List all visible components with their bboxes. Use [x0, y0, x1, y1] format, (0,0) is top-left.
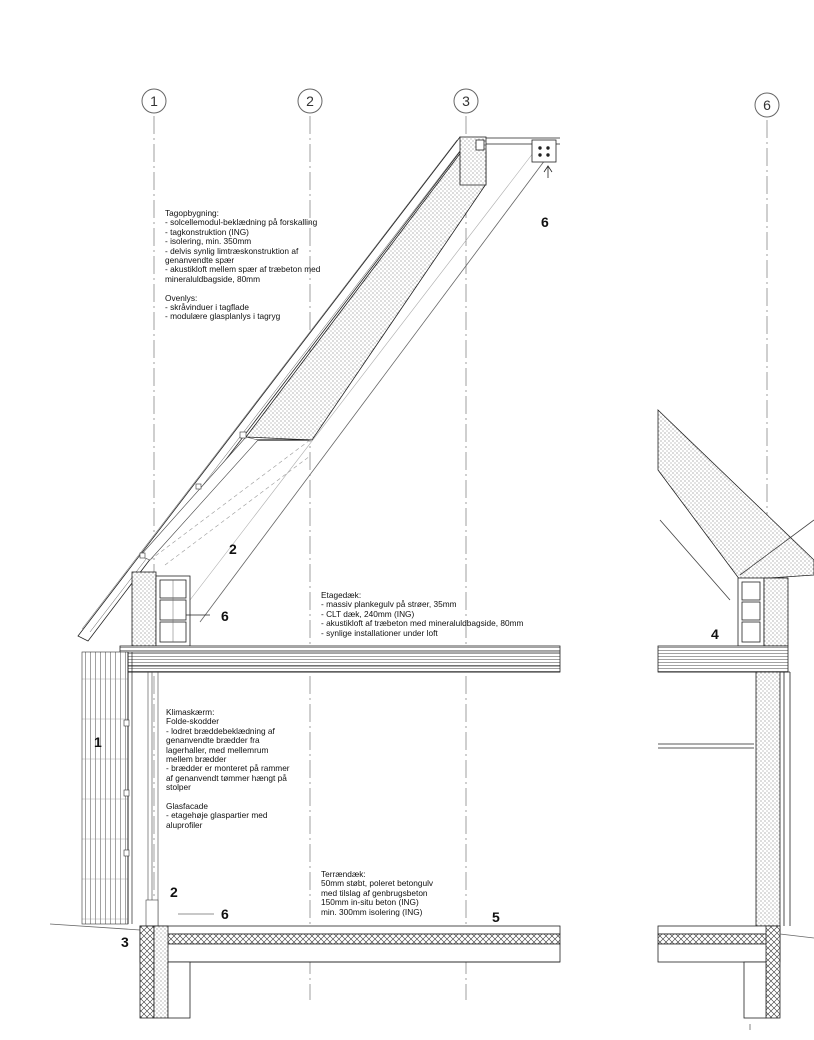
annotation-line: - solcellemodul-beklædning på forskalling	[165, 217, 318, 228]
marker-6-ground: 6	[221, 906, 229, 922]
floor-deck	[120, 646, 560, 672]
ridge-detail	[460, 137, 560, 185]
annotation-ground-heading: Terrændæk:	[321, 869, 366, 879]
annotation-skylight-heading: Ovenlys:	[165, 292, 198, 303]
annotation-line: - etagehøje glaspartier med	[166, 810, 268, 821]
axis-label-1: 1	[150, 93, 158, 109]
annotation-climate	[166, 708, 290, 830]
annotation-roof-heading: Tagopbygning:	[165, 208, 219, 218]
annotation-line: - akustikloft af træbeton med mineraluldbagside, 80mm	[321, 618, 524, 629]
annotation-line: min. 300mm isolering (ING)	[321, 906, 423, 917]
marker-6-ridge: 6	[541, 214, 549, 230]
annotation-line: 50mm støbt, poleret betongulv	[321, 878, 434, 889]
right-section	[658, 410, 814, 1030]
annotation-line: genanvendte brædder fra	[166, 735, 260, 746]
annotation-glass-heading: Glasfacade	[166, 801, 208, 812]
axis-bubbles	[142, 89, 779, 117]
annotation-line: - synlige installationer under loft	[321, 627, 438, 638]
annotation-line: - akustikloft mellem spær af træbeton med	[165, 264, 321, 275]
annotation-line: - modulære glasplanlys i tagryg	[165, 311, 281, 322]
annotation-line: stolper	[166, 782, 191, 793]
annotation-line: lagerhaller, med mellemrum	[166, 744, 269, 755]
marker-1-shutters: 1	[94, 734, 102, 750]
marker-3-foundation: 3	[121, 934, 129, 950]
axis-label-6: 6	[763, 97, 771, 113]
annotation-line: - delvis synlig limtræskonstruktion af	[165, 245, 299, 256]
annotation-line: af genanvendt tømmer hængt på	[166, 772, 287, 783]
annotation-climate-heading: Klimaskærm:	[166, 707, 215, 717]
annotation-line: - CLT dæk, 240mm (ING)	[321, 608, 415, 619]
marker-6-eaves: 6	[221, 608, 229, 624]
marker-5-slab: 5	[492, 909, 500, 925]
annotation-line: med tilslag af genbrugsbeton	[321, 887, 428, 898]
annotation-floor-heading: Etagedæk:	[321, 590, 362, 600]
annotation-line: mineraluldbagside, 80mm	[165, 273, 261, 284]
annotation-roof	[165, 209, 320, 322]
eaves-wall	[132, 572, 210, 646]
annotation-ground	[321, 870, 433, 917]
annotation-line: 150mm in-situ beton (ING)	[321, 897, 419, 908]
marker-4-right: 4	[711, 626, 719, 642]
marker-2-roof: 2	[229, 541, 237, 557]
annotation-line: aluprofiler	[166, 819, 203, 830]
folding-shutters	[82, 652, 128, 924]
annotation-line: - lodret bræddebeklædning af	[166, 725, 275, 736]
marker-2-ground: 2	[170, 884, 178, 900]
annotation-line: - skråvinduer i tagflade	[165, 302, 249, 313]
annotation-line: Folde-skodder	[166, 716, 220, 727]
annotation-floor	[321, 591, 523, 638]
annotation-line: - isolering, min. 350mm	[165, 236, 252, 247]
annotation-line: - brædder er monteret på rammer	[166, 763, 290, 774]
annotation-line: mellem brædder	[166, 754, 227, 765]
axis-label-3: 3	[462, 93, 470, 109]
axis-label-2: 2	[306, 93, 314, 109]
annotation-line: - tagkonstruktion (ING)	[165, 226, 249, 237]
annotation-line: genanvendte spær	[165, 255, 235, 266]
annotation-line: - massiv plankegulv på strøer, 35mm	[321, 599, 457, 610]
